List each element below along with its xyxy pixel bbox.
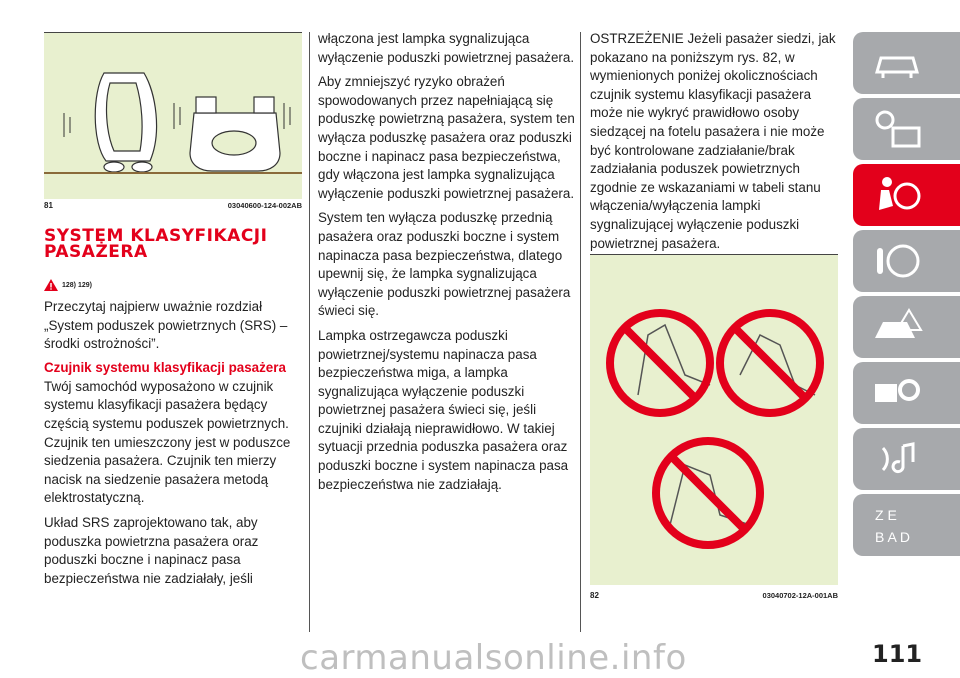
emergency-icon: [869, 304, 925, 350]
paragraph: Układ SRS zaprojektowano tak, aby poduszka powietrzna pasażera oraz poduszki boczne i napinacz pasa bezpieczeństwa nie zadziałały, jeśli: [44, 514, 259, 586]
figure-number: 81: [44, 201, 53, 210]
index-icon: [869, 502, 925, 548]
figure-82: [590, 254, 838, 585]
figure-number: 82: [590, 591, 599, 600]
tab-warning-lights[interactable]: [853, 98, 960, 160]
subheading: Czujnik systemu klasyfikacji pasażera: [44, 359, 286, 375]
figure-82-caption: [590, 591, 838, 600]
warning-lights-icon: [869, 106, 925, 152]
column-divider: [580, 32, 581, 632]
warning-references: 128) 129): [44, 279, 92, 291]
watermark: carmanualsonline.info: [300, 638, 687, 678]
tab-starting-driving[interactable]: [853, 230, 960, 292]
figure-81-caption: [44, 201, 302, 210]
maintenance-icon: [869, 370, 925, 416]
page-number: 111: [872, 640, 923, 668]
warning-triangle-icon: [44, 279, 58, 291]
paragraph: Lampka ostrzegawcza poduszki powietrznej/systemu napinacza pasa bezpieczeństwa miga, a lampka sygnalizująca wyłączenie poduszki powietrznej pasażera świeci się, jeśli czujniki działają nieprawidłowo. W takiej sytuacji przednia poduszka pasażera oraz poduszki boczne i system napinacza pasa bezpieczeństwa nie zadziałają.: [318, 327, 569, 492]
svg-text:B A D: B A D: [875, 529, 911, 545]
incorrect-sitting-posture-illustration: [590, 255, 838, 585]
section-title: SYSTEM KLASYFIKACJI PASAŻERA: [44, 226, 268, 262]
figure-code: 03040702-12A-001AB: [762, 591, 838, 600]
paragraph: włączona jest lampka sygnalizująca wyłączenie poduszki powietrznej pasażera.: [318, 31, 575, 65]
left-column-text: [44, 298, 302, 594]
prohibited-icon: [656, 441, 760, 545]
tab-emergency[interactable]: [853, 296, 960, 358]
warning-paragraph: OSTRZEŻENIE Jeżeli pasażer siedzi, jak pokazano na poniższym rys. 82, w wymienionych poniżej okolicznościach czujnik systemu klasyfikacji pasażera może nie wykryć prawidłowo osoby siedzącej na fotelu pasażera i nie może być kontrolowane zadziałanie/brak zadziałania poduszek powietrznych zgodnie ze wskazaniami w tabeli stanu włączenia/wyłączenia lampki sygnalizującej wyłączenie poduszki powietrznej pasażera.: [590, 31, 836, 251]
right-column-text: [590, 30, 840, 259]
car-dashboard-icon: [869, 40, 925, 86]
safety-airbag-icon: [869, 172, 925, 218]
prohibited-icon: [720, 313, 820, 413]
tab-maintenance[interactable]: [853, 362, 960, 424]
column-divider: [309, 32, 310, 632]
tab-multimedia[interactable]: [853, 428, 960, 490]
figure-code: 03040600-124-002AB: [227, 201, 302, 210]
tab-safety[interactable]: [853, 164, 960, 226]
multimedia-icon: [869, 436, 925, 482]
paragraph: Twój samochód wyposażono w czujnik systemu klasyfikacji pasażera będący częścią systemu poduszek powietrznych. Czujnik ten umieszczony jest w poduszce siedzenia pasażera. Czujnik ten mierzy nacisk na siedzenie pasażera metodą elektrostatyczną.: [44, 378, 291, 506]
paragraph: System ten wyłącza poduszkę przednią pasażera oraz poduszki boczne i system napinacza pasa bezpieczeństwa, dlatego upewnij się, że lampka sygnalizująca wyłączenie poduszki powietrznej pasażera świeci się.: [318, 210, 571, 319]
tab-dashboard[interactable]: [853, 32, 960, 94]
intro-paragraph: Przeczytaj najpierw uważnie rozdział „System poduszek powietrznych (SRS) – środki ostrożności”.: [44, 299, 288, 352]
figure-81: [44, 32, 302, 199]
middle-column-text: [318, 30, 578, 500]
svg-text:Z E: Z E: [875, 507, 897, 523]
tab-index[interactable]: [853, 494, 960, 556]
paragraph: Aby zmniejszyć ryzyko obrażeń spowodowanych przez napełniającą się poduszkę powietrzną pasażera, system ten wyłącza poduszkę pasażera oraz poduszki boczne i napinacz pasa bezpieczeństwa, gdy włączona jest lampka sygnalizująca wyłączenie poduszki powietrznej pasażera.: [318, 74, 575, 201]
car-tilted-illustration: [44, 33, 302, 199]
starting-driving-icon: [869, 238, 925, 284]
